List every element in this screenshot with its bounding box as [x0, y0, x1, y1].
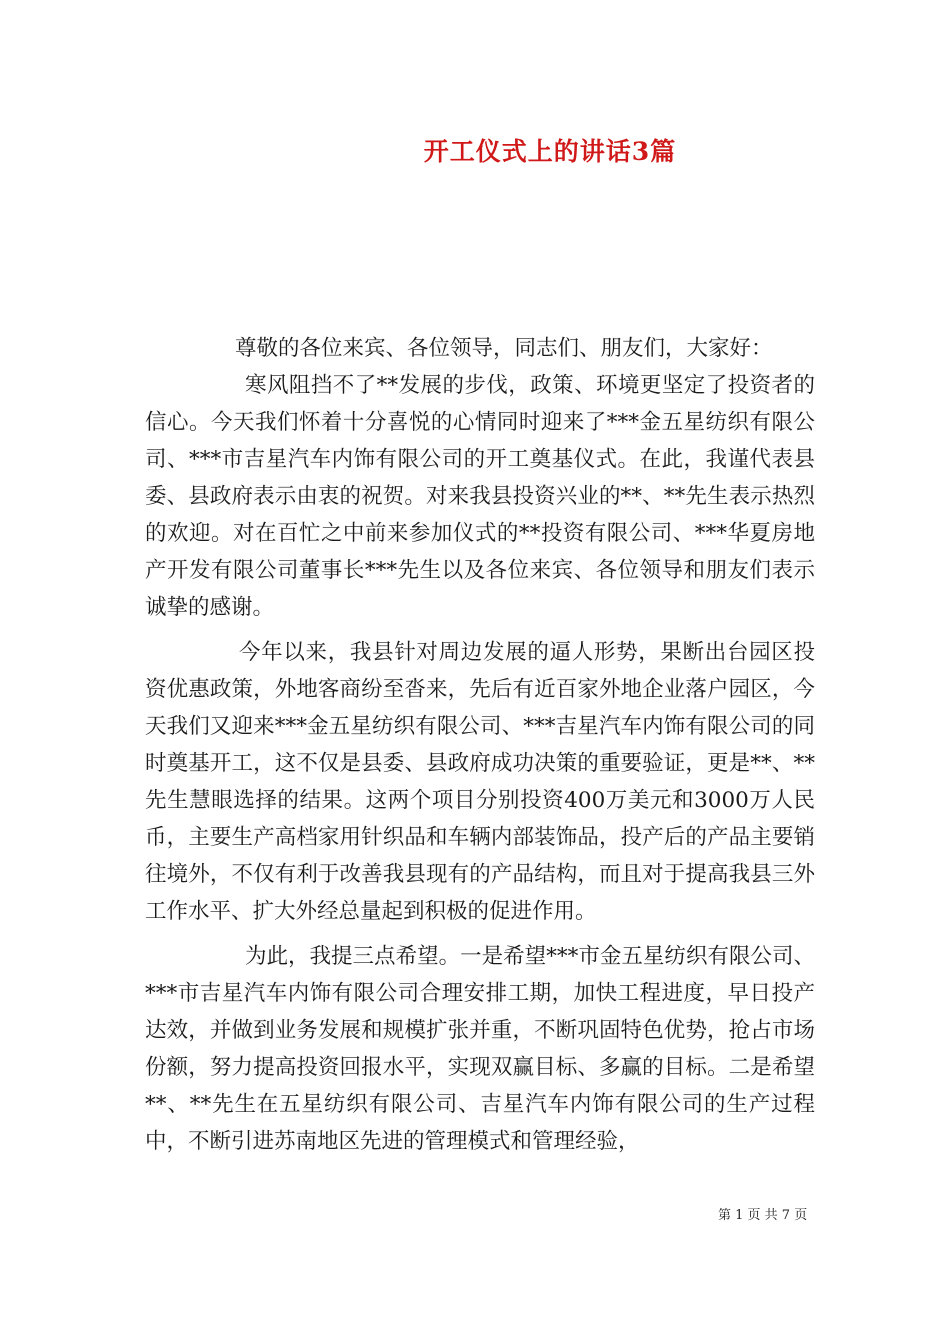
- page-number-footer: 第 1 页 共 7 页: [718, 1208, 808, 1223]
- paragraph-1: 寒风阻挡不了**发展的步伐，政策、环境更坚定了投资者的信心。今天我们怀着十分喜悦的心情同时迎来了***金五星纺织有限公司、***市吉星汽车内饰有限公司的开工奠基仪式。在此，我谨代表县委、县政府表示由衷的祝贺。对来我县投资兴业的**、**先生表示热烈的欢迎。对在百忙之中前来参加仪式的**投资有限公司、***华夏房地产开发有限公司董事长***先生以及各位来宾、各位领导和朋友们表示诚挚的感谢。: [145, 373, 815, 620]
- paragraph-3: 为此，我提三点希望。一是希望***市金五星纺织有限公司、***市吉星汽车内饰有限公司合理安排工期，加快工程进度，早日投产达效，并做到业务发展和规模扩张并重，不断巩固特色优势，抢占市场份额，努力提高投资回报水平，实现双赢目标、多赢的目标。二是希望**、**先生在五星纺织有限公司、吉星汽车内饰有限公司的生产过程中，不断引进苏南地区先进的管理模式和管理经验，: [145, 944, 815, 1154]
- greeting-line: 尊敬的各位来宾、各位领导，同志们、朋友们，大家好：: [235, 336, 773, 361]
- paragraph-2: 今年以来，我县针对周边发展的逼人形势，果断出台园区投资优惠政策，外地客商纷至沓来，先后有近百家外地企业落户园区，今天我们又迎来***金五星纺织有限公司、***吉星汽车内饰有限公司的同时奠基开工，这不仅是县委、县政府成功决策的重要验证，更是**、**先生慧眼选择的结果。这两个项目分别投资400万美元和3000万人民币，主要生产高档家用针织品和车辆内部装饰品，投产后的产品主要销往境外，不仅有利于改善我县现有的产品结构，而且对于提高我县三外工作水平、扩大外经总量起到积极的促进作用。: [145, 640, 815, 924]
- document-title: 开工仪式上的讲话3篇: [423, 137, 677, 166]
- document-body: [145, 330, 815, 1160]
